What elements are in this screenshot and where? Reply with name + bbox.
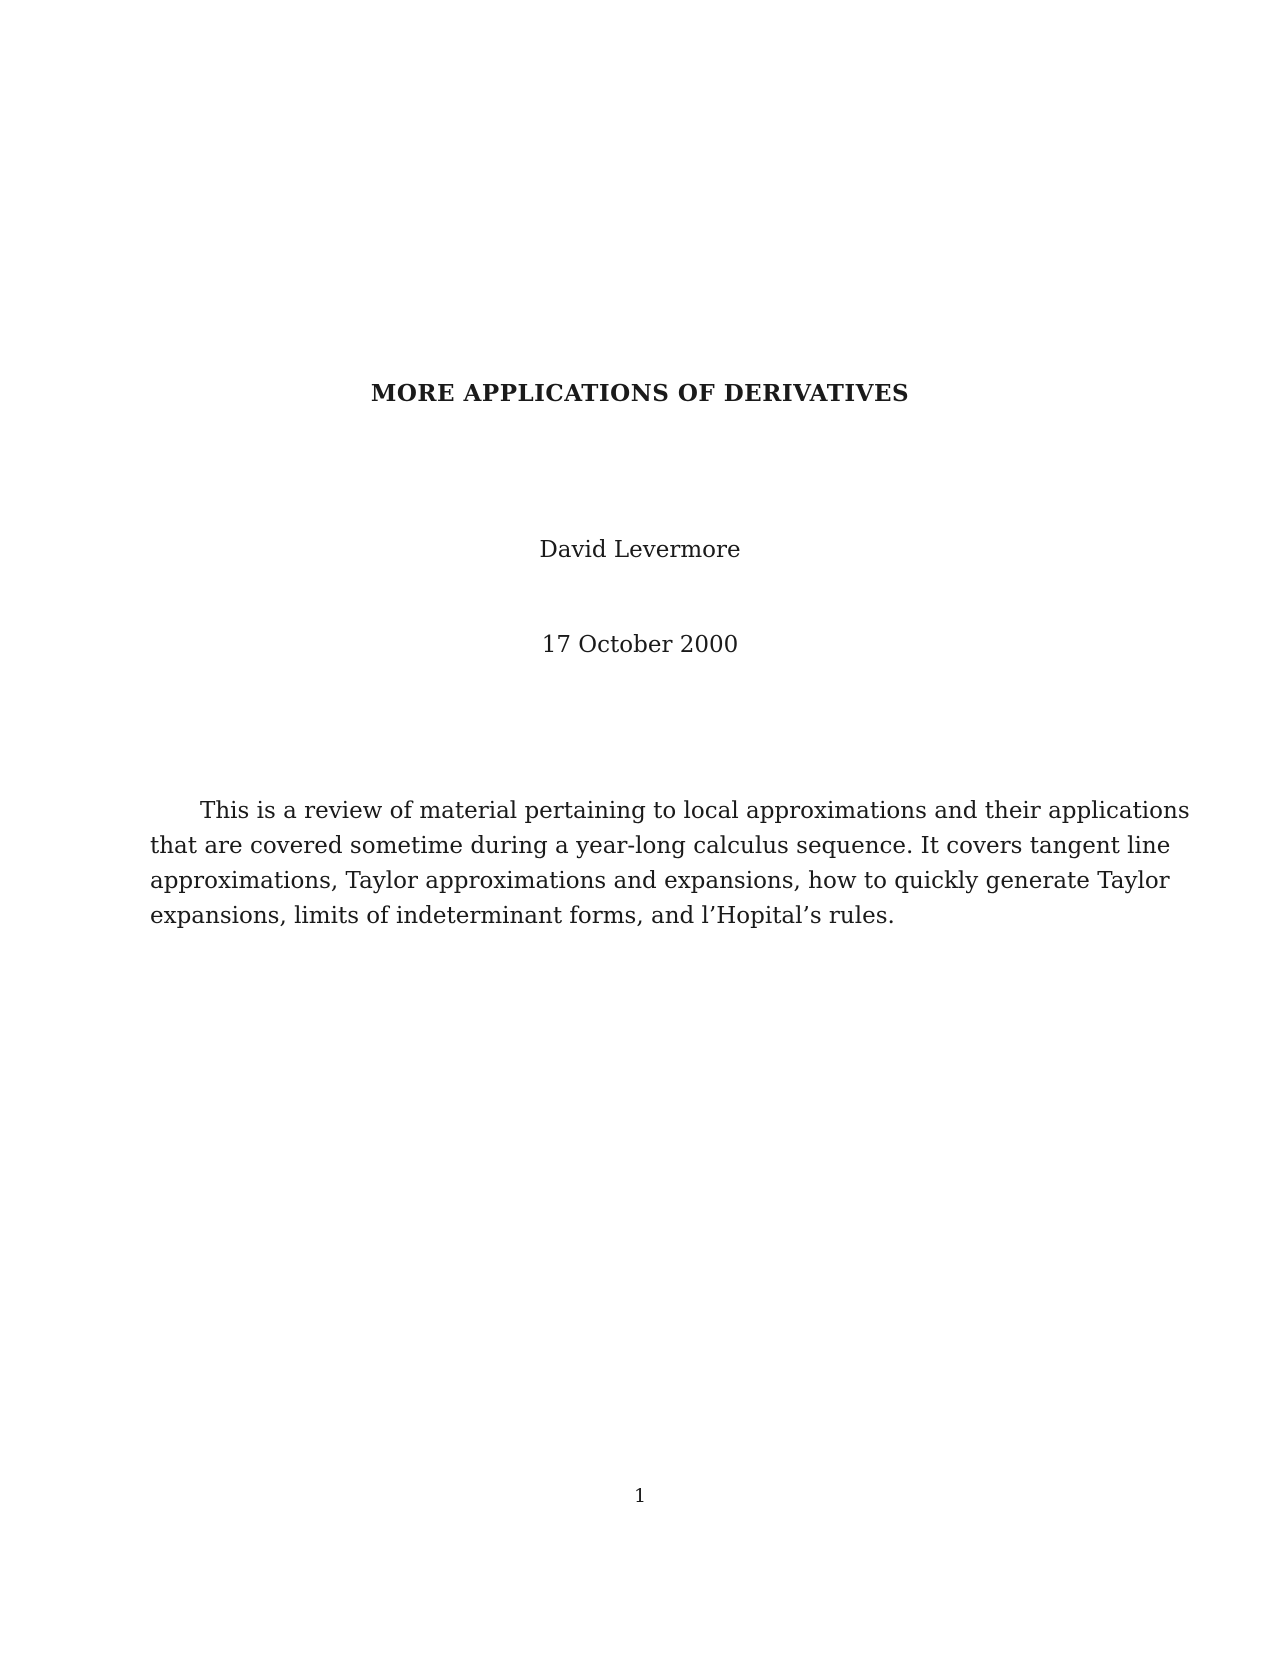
document-author: David Levermore: [539, 537, 741, 563]
abstract-line: expansions, limits of indeterminant forms, and l’Hopital’s rules.: [150, 903, 895, 929]
abstract-line: This is a review of material pertaining to local approximations and their applications: [200, 798, 1190, 824]
abstract-paragraph: [150, 794, 1190, 934]
document-title: MORE APPLICATIONS OF DERIVATIVES: [370, 380, 910, 407]
abstract-line: that are covered sometime during a year-long calculus sequence. It covers tangent line: [150, 833, 1171, 859]
page-number: 1: [633, 1485, 647, 1507]
document-date: 17 October 2000: [541, 632, 739, 658]
abstract-line: approximations, Taylor approximations and expansions, how to quickly generate Taylor: [150, 868, 1170, 894]
